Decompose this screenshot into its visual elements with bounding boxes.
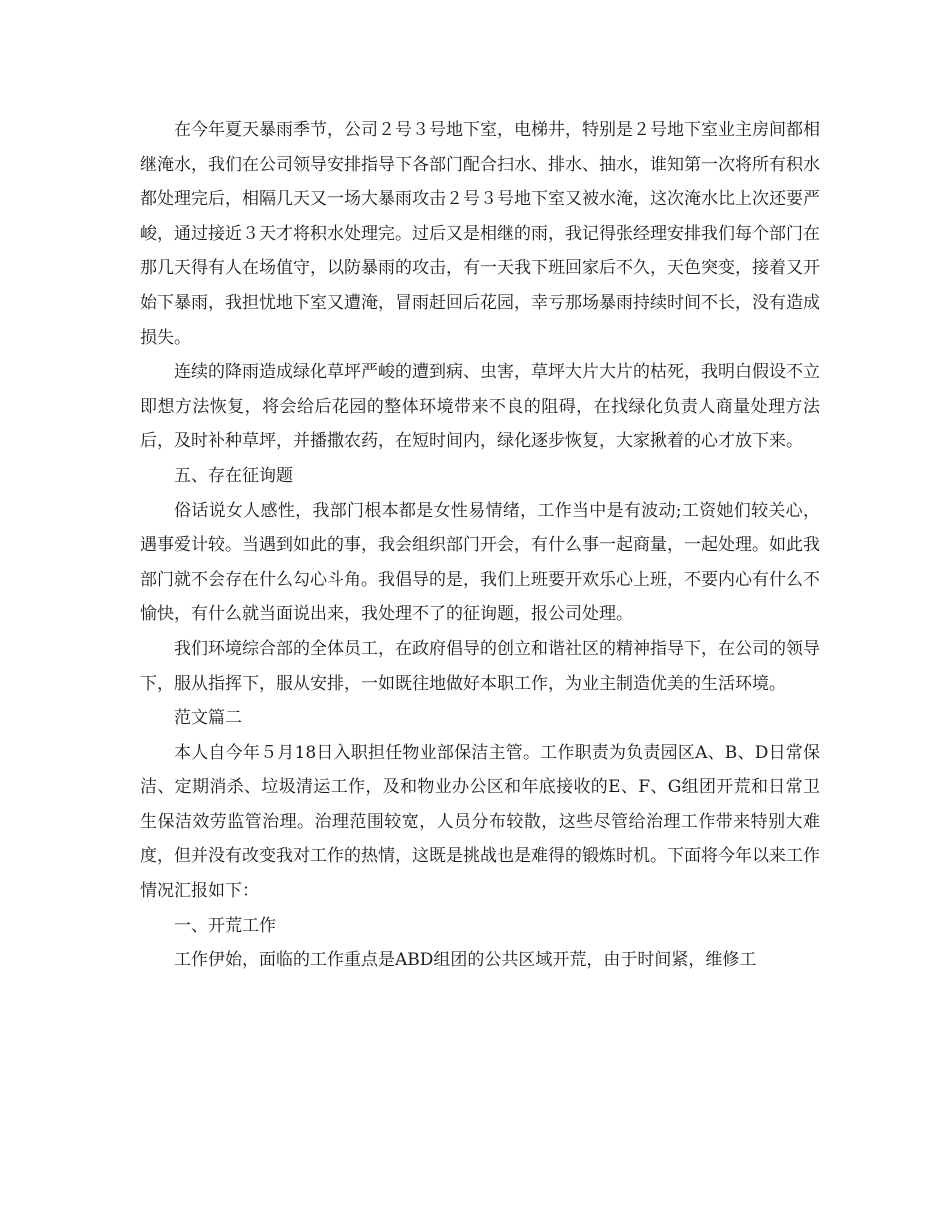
section-heading-sample-two: 范文篇二 xyxy=(174,708,242,729)
paragraph-lawn-recovery: 连续的降雨造成绿化草坪严峻的遭到病、虫害，草坪大片大片的枯死，我明白假设不立即想方法恢复，将会给后花园的整体环境带来不良的阻碍，在找绿化负责人商量处理方法后，及时补种草坪，并播撒农药，在短时间内，绿化逐步恢复，大家揪着的心才放下来。 xyxy=(140,362,820,452)
paragraph-staff-issues: 俗话说女人感性，我部门根本都是女性易情绪，工作当中是有波动;工资她们较关心，遇事爱计较。当遇到如此的事，我会组织部门开会，有什么事一起商量，一起处理。如此我部门就不会存在什么勾心斗角。我倡导的是，我们上班要开欢乐心上班，不要内心有什么不愉快，有什么就当面说出来，我处理不了的征询题，报公司处理。 xyxy=(140,500,820,625)
document-page xyxy=(140,113,820,978)
paragraph-intro-role: 本人自今年５月18日入职担任物业部保洁主管。工作职责为负责园区A、B、D日常保洁、定期消杀、垃圾清运工作，及和物业办公区和年底接收的E、F、G组团开荒和日常卫生保洁效劳监管治理。治理范围较宽，人员分布较散，这些尽管给治理工作带来特别大难度，但并没有改变我对工作的热情，这既是挑战也是难得的锻炼时机。下面将今年以来工作情况汇报如下： xyxy=(140,742,820,902)
paragraph-closing: 我们环境综合部的全体员工，在政府倡导的创立和谐社区的精神指导下，在公司的领导下，服从指挥下，服从安排，一如既往地做好本职工作，为业主制造优美的生活环境。 xyxy=(140,638,820,694)
section-heading-issues: 五、存在征询题 xyxy=(174,465,293,486)
section-heading-cleanup-work: 一、开荒工作 xyxy=(174,915,276,936)
paragraph-cleanup-start: 工作伊始，面临的工作重点是ABD组团的公共区域开荒，由于时间紧，维修工 xyxy=(174,950,757,971)
paragraph-basement-flooding: 在今年夏天暴雨季节，公司２号３号地下室，电梯井，特别是２号地下室业主房间都相继淹水，我们在公司领导安排指导下各部门配合扫水、排水、抽水，谁知第一次将所有积水都处理完后，相隔几天又一场大暴雨攻击２号３号地下室又被水淹，这次淹水比上次还要严峻，通过接近３天才将积水处理完。过后又是相继的雨，我记得张经理安排我们每个部门在那几天得有人在场值守，以防暴雨的攻击，有一天我下班回家后不久，天色突变，接着又开始下暴雨，我担忧地下室又遭淹，冒雨赶回后花园，幸亏那场暴雨持续时间不长，没有造成损失。 xyxy=(140,120,820,348)
